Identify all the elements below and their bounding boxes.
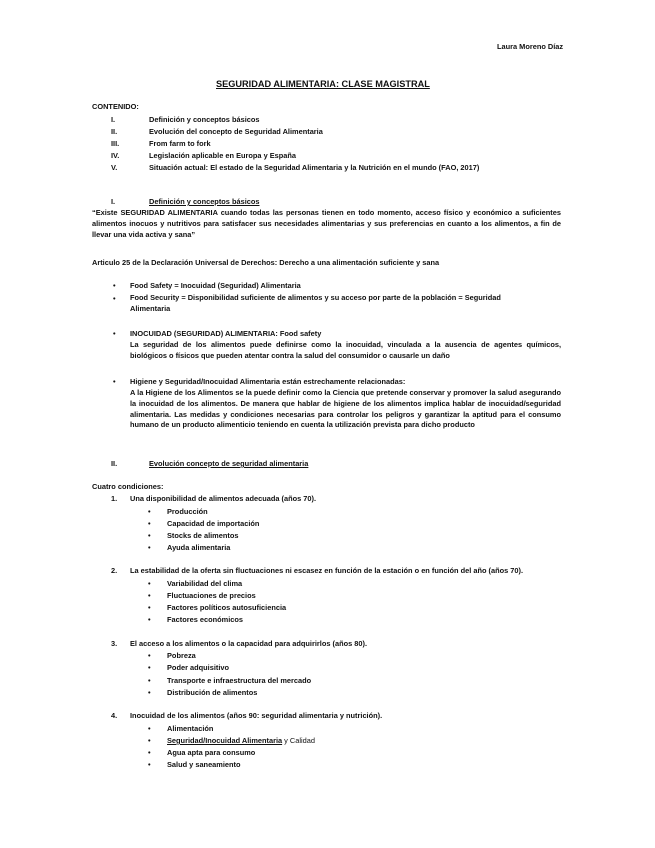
definition-quote: “Existe SEGURIDAD ALIMENTARIA cuando todas las personas tienen en todo momento, acceso físico y económico a suficientes alimentos inocuos y nutritivos para satisfacer sus necesidades alimentarias y sus preferencias en cuanto a los alimentos, a fin de llevar una vida activa y sana” [92, 208, 561, 239]
bullet-dot: • [148, 748, 151, 757]
condition-item: Poder adquisitivo [167, 663, 230, 672]
condition-text: Inocuidad de los alimentos (años 90: seguridad alimentaria y nutrición). [130, 711, 383, 720]
contents-item: Evolución del concepto de Seguridad Alimentaria [149, 127, 323, 136]
condition-item: Producción [167, 507, 208, 516]
condition-item: Transporte e infraestructura del mercado [167, 676, 312, 685]
condition-item: Agua apta para consumo [167, 748, 256, 757]
condition-text: Una disponibilidad de alimentos adecuada (años 70). [130, 494, 317, 503]
underlined-term: Seguridad/Inocuidad Alimentaria [167, 736, 283, 745]
condition-number: 3. [111, 639, 118, 648]
author-name: Laura Moreno Díaz [497, 42, 564, 51]
bullet-dot: • [113, 377, 116, 386]
section-heading: Definición y conceptos básicos [149, 197, 260, 206]
condition-item: Variabilidad del clima [167, 579, 243, 588]
contents-num: II. [111, 127, 118, 136]
document-title: SEGURIDAD ALIMENTARIA: CLASE MAGISTRAL [216, 79, 430, 89]
bullet-dot: • [148, 760, 151, 769]
condition-item: Capacidad de importación [167, 519, 260, 528]
condition-item: Stocks de alimentos [167, 531, 239, 540]
bullet-text: Food Safety = Inocuidad (Seguridad) Alimentaria [130, 281, 301, 290]
bullet-dot: • [148, 736, 151, 745]
condition-item-special [167, 736, 315, 746]
bullet-dot: • [148, 519, 151, 528]
bullet-dot: • [148, 603, 151, 612]
condition-number: 2. [111, 566, 118, 575]
contents-heading: CONTENIDO: [92, 102, 139, 111]
bullet-dot: • [113, 329, 116, 338]
condition-number: 4. [111, 711, 118, 720]
bullet-dot: • [148, 663, 151, 672]
contents-num: I. [111, 115, 116, 124]
section-heading: Evolución concepto de seguridad alimentaria [149, 459, 309, 468]
condition-item: Ayuda alimentaria [167, 543, 231, 552]
contents-num: III. [111, 139, 120, 148]
inocuidad-title: INOCUIDAD (SEGURIDAD) ALIMENTARIA: Food safety [130, 329, 322, 338]
condition-item: Fluctuaciones de precios [167, 591, 256, 600]
bullet-dot: • [148, 543, 151, 552]
condition-item: Salud y saneamiento [167, 760, 241, 769]
contents-item: Legislación aplicable en Europa y España [149, 151, 297, 160]
contents-item: From farm to fork [149, 139, 211, 148]
condition-item: Alimentación [167, 724, 214, 733]
conditions-heading: Cuatro condiciones: [92, 482, 164, 491]
contents-num: IV. [111, 151, 120, 160]
bullet-text: Food Security = Disponibilidad suficiente de alimentos y su acceso por parte de la población = Seguridad Alimentaria [130, 293, 501, 313]
contents-item: Situación actual: El estado de la Seguridad Alimentaria y la Nutrición en el mundo (FAO, 2017) [149, 163, 480, 172]
bullet-dot: • [148, 724, 151, 733]
term-suffix: y Calidad [282, 736, 315, 745]
bullet-dot: • [113, 281, 116, 290]
bullet-dot: • [148, 615, 151, 624]
condition-item: Factores económicos [167, 615, 243, 624]
bullet-dot: • [148, 591, 151, 600]
bullet-dot: • [148, 579, 151, 588]
condition-item: Factores políticos autosuficiencia [167, 603, 287, 612]
bullet-dot: • [148, 651, 151, 660]
higiene-text: A la Higiene de los Alimentos se la puede definir como la Ciencia que pretende conservar y promover la salud asegurando la inocuidad de los alimentos. De manera que hablar de higiene de los alimentos implica hablar de inocuidad/seguridad alimentaria. Las medidas y condiciones necesarias para controlar los peligros y garantizar la aptitud para el consumo humano de un producto alimenticio teniendo en cuenta la utilización prevista para dicho producto [130, 388, 561, 430]
bullet-dot: • [148, 531, 151, 540]
bullet-dot: • [148, 507, 151, 516]
condition-item: Pobreza [167, 651, 196, 660]
section-number: II. [111, 459, 118, 468]
condition-text: El acceso a los alimentos o la capacidad para adquirirlos (años 80). [130, 639, 367, 648]
article-reference: Articulo 25 de la Declaración Universal de Derechos: Derecho a una alimentación suficiente y sana [92, 258, 440, 267]
contents-item: Definición y conceptos básicos [149, 115, 260, 124]
section-number: I. [111, 197, 116, 206]
condition-item: Distribución de alimentos [167, 688, 258, 697]
higiene-title: Higiene y Seguridad/Inocuidad Alimentaria están estrechamente relacionadas: [130, 377, 406, 386]
contents-num: V. [111, 163, 118, 172]
inocuidad-text: La seguridad de los alimentos puede definirse como la inocuidad, vinculada a la ausencia de agentes químicos, biológicos o físicos que pueden atentar contra la salud del consumidor o causarle un daño [130, 340, 561, 360]
condition-text: La estabilidad de la oferta sin fluctuaciones ni escasez en función de la estación o en función del año (años 70). [130, 566, 524, 575]
bullet-dot: • [148, 676, 151, 685]
bullet-dot: • [113, 294, 116, 303]
condition-number: 1. [111, 494, 118, 503]
bullet-dot: • [148, 688, 151, 697]
